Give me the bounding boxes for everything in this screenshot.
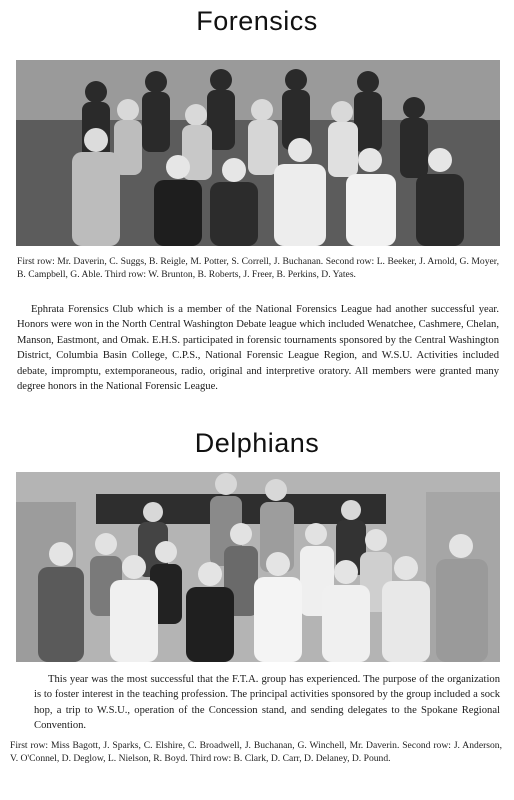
delphians-group-photo — [16, 472, 500, 662]
forensics-group-photo — [16, 60, 500, 246]
forensics-heading: Forensics — [196, 6, 318, 36]
delphians-paragraph: This year was the most successful that the F.T.A. group has experienced. The purpose of the organization is to foster interest in the teaching profession. The principal activities sponsored by the group included a sock hop, a trip to W.S.U., operation of the Concession stand, and sending delegates to the Spokane Regional Convention. — [34, 674, 500, 732]
delphians-caption: First row: Miss Bagott, J. Sparks, C. Elshire, C. Broadwell, J. Buchanan, G. Winchell, Mr. Daverin. Second row: J. Anderson, V. O'Connel, D. Deglow, L. Nielson, R. Boyd. Third row: B. Clark, D. Carr, D. Delaney, D. Pound. — [10, 740, 502, 764]
delphians-photo-figures — [16, 472, 500, 662]
forensics-photo-figures — [16, 60, 500, 246]
delphians-heading: Delphians — [194, 428, 320, 458]
forensics-paragraph: Ephrata Forensics Club which is a member of the National Forensics League had another successful year. Honors were won in the North Central Washington Debate league which included Wenatchee, Cashmere, Chelan, Manson, Eastmont, and Omak. E.H.S. participated in forensic tournaments sponsored by the Central Washington District, Columbia Basin College, C.P.S., National Forensic League Region, and W.S.U. Activities included debate, impromptu, extemporaneous, radio, original and interpretive oratory. All members were granted many degree honors in the National Forensic League. — [17, 304, 499, 393]
forensics-caption: First row: Mr. Daverin, C. Suggs, B. Reigle, M. Potter, S. Correll, J. Buchanan. Second row: L. Beeker, J. Arnold, G. Moyer, B. Campbell, G. Able. Third row: W. Brunton, B. Roberts, J. Freer, B. Perkins, D. Yates. — [17, 256, 499, 280]
